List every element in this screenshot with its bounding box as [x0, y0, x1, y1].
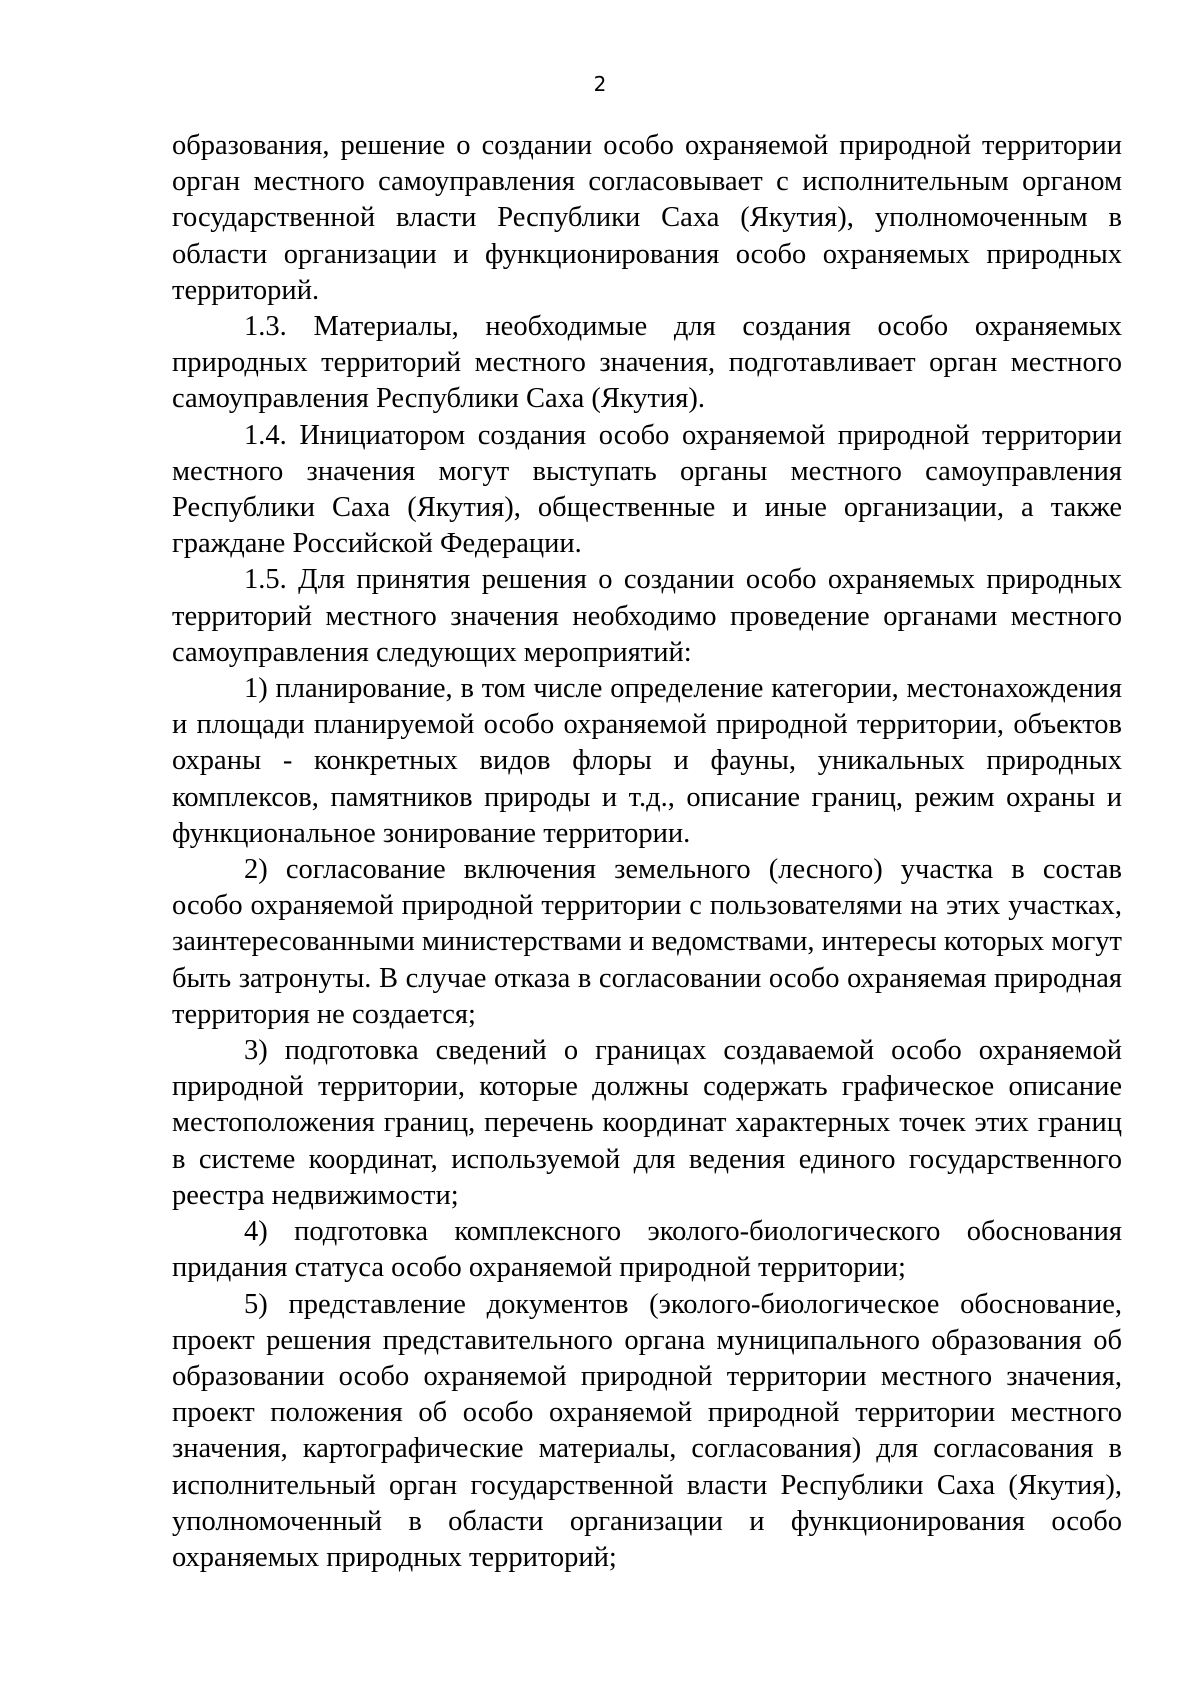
paragraph-1-5: 1.5. Для принятия решения о создании особо охраняемых природных территорий местного значения необходимо проведение органами местного самоуправления следующих мероприятий:: [172, 564, 1122, 668]
paragraph-1-3: 1.3. Материалы, необходимые для создания особо охраняемых природных территорий местного значения, подготавливает орган местного самоуправления Республики Саха (Якутия).: [172, 311, 1122, 415]
paragraph-1-4: 1.4. Инициатором создания особо охраняемой природной территории местного значения могут выступать органы местного самоуправления Республики Саха (Якутия), общественные и иные организации, а также граждане Российской Федерации.: [172, 419, 1122, 560]
list-item-3: 3) подготовка сведений о границах создаваемой особо охраняемой природной территории, которые должны содержать графическое описание местоположения границ, перечень координат характерных точек этих границ в системе координат, используемой для ведения единого государственного реестра недвижимости;: [172, 1035, 1122, 1211]
paragraph-continuation: образования, решение о создании особо охраняемой природной территории орган местного самоуправления согласовывает с исполнительным органом государственной власти Республики Саха (Якутия), уполномоченным в области организации и функционирования особо охраняемых природных территорий.: [172, 130, 1122, 306]
list-item-5: 5) представление документов (эколого-биологическое обоснование, проект решения представительного органа муниципального образования об образовании особо охраняемой природной территории местного значения, проект положения об особо охраняемой природной территории местного значения, картографические материалы, согласования) для согласования в исполнительный орган государственной власти Республики Саха (Якутия), уполномоченный в области организации и функционирования особо охраняемых природных территорий;: [172, 1288, 1122, 1573]
page-number: 2: [593, 72, 607, 96]
list-item-2: 2) согласование включения земельного (лесного) участка в состав особо охраняемой природной территории с пользователями на этих участках, заинтересованными министерствами и ведомствами, интересы которых могут быть затронуты. В случае отказа в согласовании особо охраняемая природная территория не создается;: [172, 854, 1122, 1030]
document-body: [172, 128, 1122, 1576]
list-item-1: 1) планирование, в том числе определение категории, местонахождения и площади планируемой особо охраняемой природной территории, объектов охраны - конкретных видов флоры и фауны, уникальных природных комплексов, памятников природы и т.д., описание границ, режим охраны и функциональное зонирование территории.: [172, 673, 1122, 849]
list-item-4: 4) подготовка комплексного эколого-биологического обоснования придания статуса особо охраняемой природной территории;: [172, 1216, 1122, 1284]
